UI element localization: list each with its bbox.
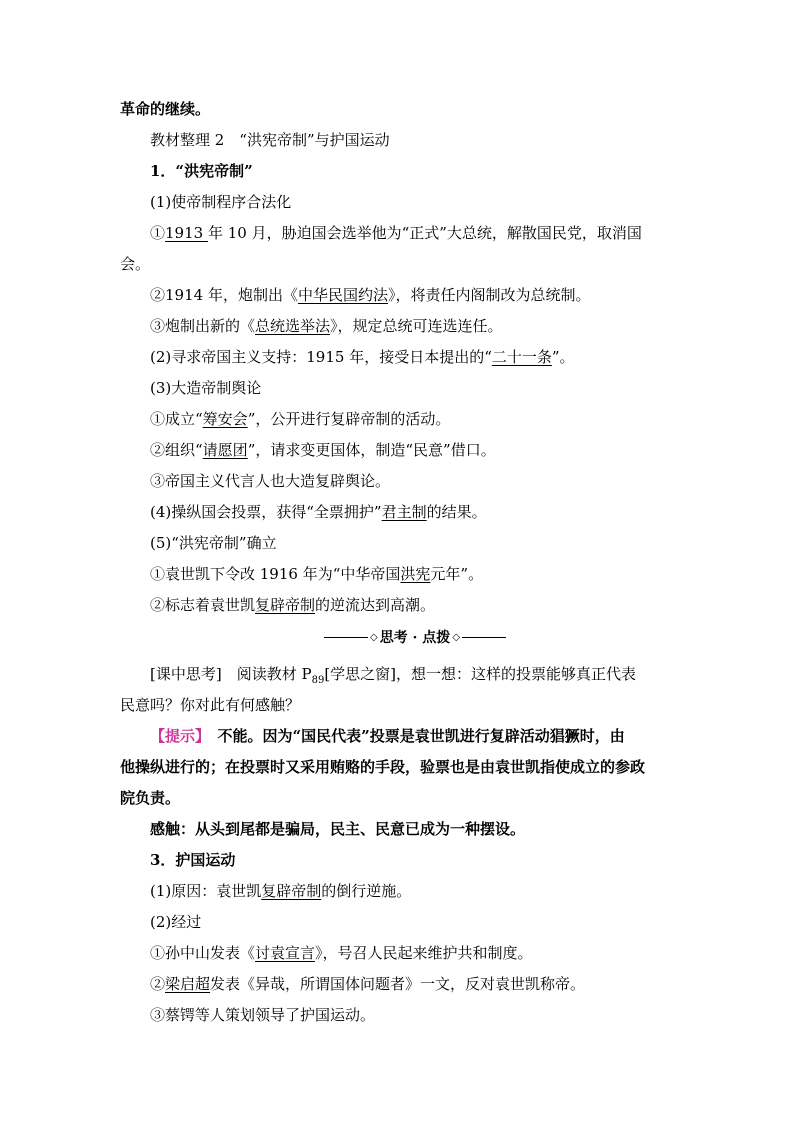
- text: [学思之窗]，想一想：这样的投票能够真正代表: [324, 665, 637, 683]
- underlined-answer: 中华民国约法: [297, 286, 388, 304]
- text-line: [120, 788, 680, 808]
- hint-tag: 【提示】: [150, 727, 203, 745]
- text: ③蔡锷等人策划领导了护国运动。: [150, 1006, 376, 1024]
- text: ①: [150, 224, 166, 242]
- text-line: [150, 440, 710, 460]
- subsection-heading: [150, 161, 710, 181]
- text: (3)大造帝制舆论: [150, 379, 262, 397]
- text: (4)操纵国会投票，获得“全票拥护”: [150, 503, 382, 521]
- page-subscript: 89: [311, 675, 325, 686]
- text: 》，号召人民起来维护共和制度。: [315, 944, 533, 962]
- text: 年 10 月，胁迫国会选举他为“正式”大总统，解散国民党，取消国: [207, 224, 642, 242]
- text-line: [150, 974, 710, 994]
- text: (1)使帝制程序合法化: [150, 193, 292, 211]
- text: ③炮制出新的《: [150, 317, 256, 335]
- text: (1)原因：袁世凯: [150, 882, 262, 900]
- diamond-icon: ◇: [369, 631, 378, 643]
- subsection-heading: [150, 850, 710, 870]
- text: 的倒行逆施。: [321, 882, 412, 900]
- text: ①孙中山发表《: [150, 944, 256, 962]
- text: 他操纵进行的；在投票时又采用贿赂的手段，验票也是由袁世凯指使成立的参政: [120, 758, 646, 776]
- text: 感触：从头到尾都是骗局，民主、民意已成为一种摆设。: [150, 820, 526, 838]
- section-heading: [150, 130, 710, 150]
- text-line: [150, 664, 710, 691]
- text: (2)经过: [150, 913, 202, 931]
- text-line: [150, 564, 710, 584]
- text-line: [150, 502, 710, 522]
- text: 教材整理 2 “洪宪帝制”与护国运动: [150, 131, 390, 149]
- text: 》，规定总统可连选连任。: [330, 317, 503, 335]
- text-line: [150, 533, 710, 553]
- underlined-answer: 二十一条: [491, 348, 552, 366]
- underlined-answer: 洪宪: [400, 565, 431, 583]
- text: 元年”。: [430, 565, 484, 583]
- section-divider: [305, 627, 525, 647]
- text: 会。: [120, 255, 151, 273]
- text: [课中思考] 阅读教材 P: [150, 665, 312, 683]
- divider-rule-left: [324, 637, 368, 638]
- text: 1．“洪宪帝制”: [150, 162, 253, 180]
- text: 的结果。: [426, 503, 487, 521]
- text-line: [150, 192, 710, 212]
- text: ”，公开进行复辟帝制的活动。: [247, 410, 451, 428]
- underlined-answer: 复辟帝制: [261, 882, 322, 900]
- text: ②1914 年，炮制出《: [150, 286, 298, 304]
- underlined-answer: 请愿团: [202, 441, 248, 459]
- text: ②标志着袁世凯: [150, 596, 256, 614]
- text-line: [150, 409, 710, 429]
- text-line: [150, 285, 710, 305]
- text-line: [150, 347, 710, 367]
- text: 革命的继续。: [120, 100, 211, 118]
- text-line: [120, 99, 680, 119]
- text: 》，将责任内阁制改为总统制。: [387, 286, 591, 304]
- text-line: [150, 378, 710, 398]
- text: 的逆流达到高潮。: [315, 596, 436, 614]
- text-line: [120, 254, 680, 274]
- underlined-answer: 1913: [165, 224, 208, 242]
- text-line: [150, 881, 710, 901]
- text: ②: [150, 975, 166, 993]
- text: 3．护国运动: [150, 851, 236, 869]
- underlined-answer: 复辟帝制: [255, 596, 316, 614]
- text-line: [150, 471, 710, 491]
- text: 院负责。: [120, 789, 181, 807]
- divider-title: 思考 · 点拨: [379, 630, 451, 646]
- underlined-answer: 讨袁宣言: [255, 944, 316, 962]
- text-line: [150, 726, 710, 746]
- text-line: [150, 819, 710, 839]
- underlined-answer: 总统选举法: [255, 317, 331, 335]
- divider-rule-right: [462, 637, 506, 638]
- underlined-answer: 筹安会: [202, 410, 248, 428]
- text-line: [150, 595, 710, 615]
- text: 民意吗？你对此有何感触？: [120, 696, 301, 714]
- underlined-answer: 梁启超: [165, 975, 211, 993]
- text-line: [150, 316, 710, 336]
- underlined-answer: 君主制: [381, 503, 427, 521]
- text-line: [150, 1005, 710, 1025]
- text: (2)寻求帝国主义支持：1915 年，接受日本提出的“: [150, 348, 492, 366]
- text: ①袁世凯下令改 1916 年为“中华帝国: [150, 565, 401, 583]
- text: 发表《异哉，所谓国体问题者》一文，反对袁世凯称帝。: [210, 975, 586, 993]
- text: (5)“洪宪帝制”确立: [150, 534, 277, 552]
- text: ”。: [551, 348, 575, 366]
- text-line: [150, 223, 710, 243]
- text-line: [120, 695, 680, 715]
- text-line: [150, 943, 710, 963]
- diamond-icon: ◇: [452, 631, 461, 643]
- text: ①成立“: [150, 410, 203, 428]
- text: ②组织“: [150, 441, 203, 459]
- text-line: [120, 757, 680, 777]
- text: ③帝国主义代言人也大造复辟舆论。: [150, 472, 391, 490]
- text-line: [150, 912, 710, 932]
- text: ”，请求变更国体，制造“民意”借口。: [247, 441, 496, 459]
- text: 不能。因为“国民代表”投票是袁世凯进行复辟活动猖獗时，由: [202, 727, 625, 745]
